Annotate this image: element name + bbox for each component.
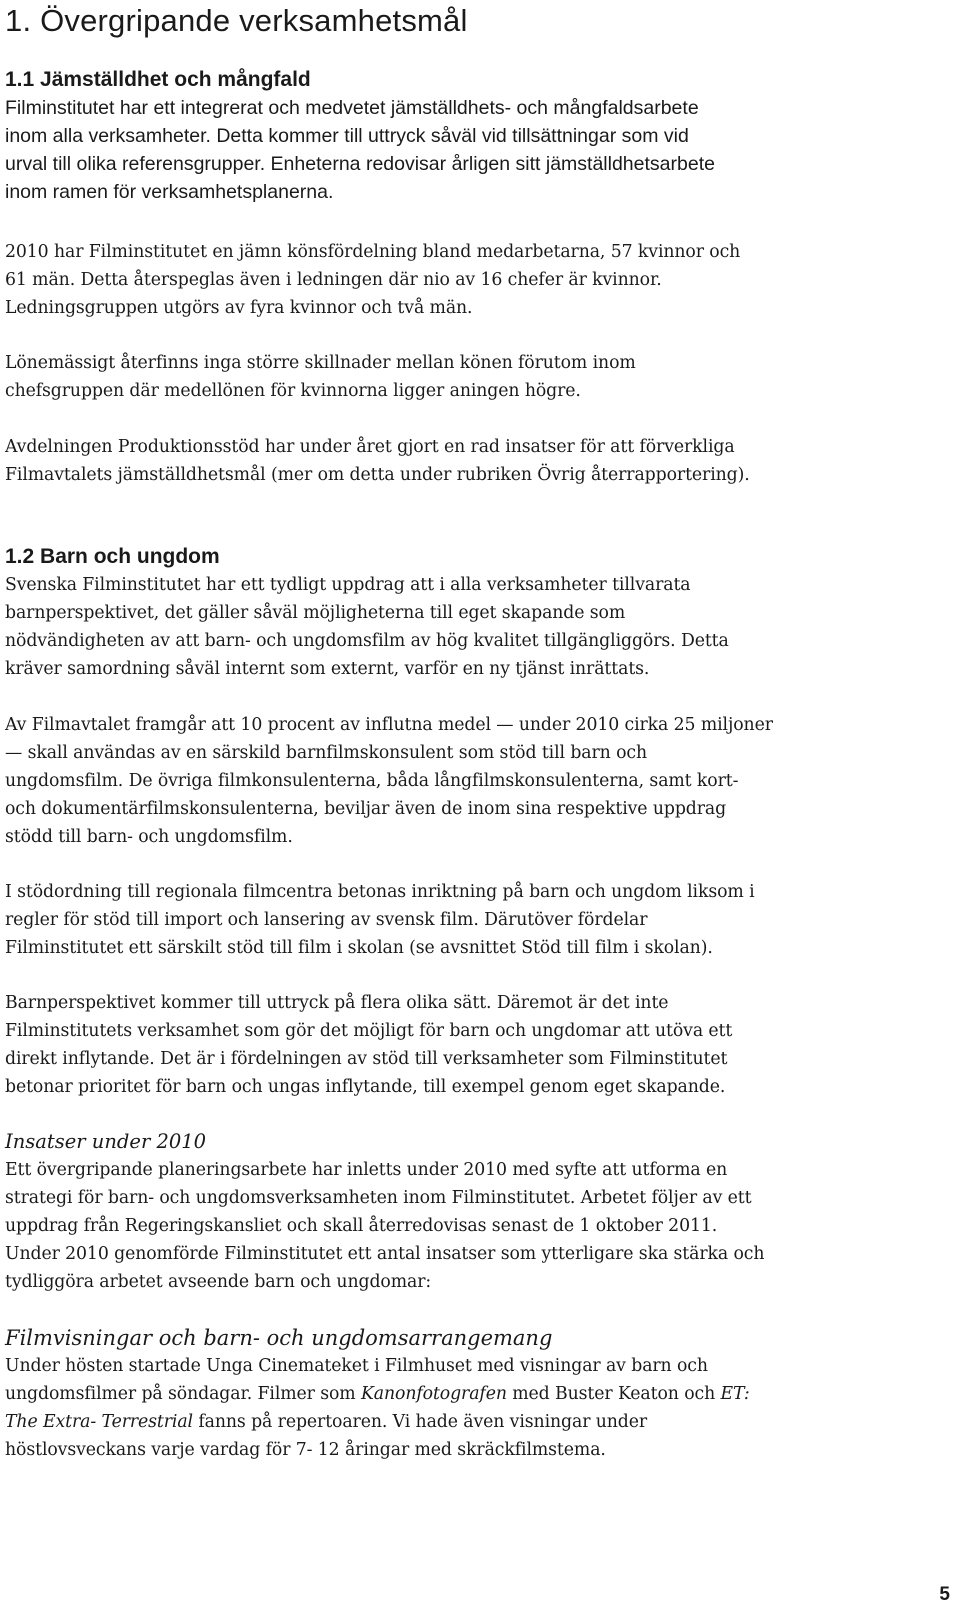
text-line: ungdomsfilm. De övriga filmkonsulenterna, båda långfilmskonsulenterna, samt kort-	[5, 771, 739, 791]
text-line: Ett övergripande planeringsarbete har inletts under 2010 med syfte att utforma en	[5, 1160, 728, 1180]
text-line: höstlovsveckans varje vardag för 7- 12 åringar med skräckfilmstema.	[5, 1440, 606, 1460]
subsection-heading: Filmvisningar och barn- och ungdomsarrangemang	[5, 1326, 553, 1350]
text-run: ungdomsfilmer på söndagar. Filmer som	[5, 1384, 361, 1404]
filmvisningar-section	[5, 1324, 905, 1464]
text-run: fanns på repertoaren. Vi hade även visningar under	[192, 1412, 648, 1432]
paragraph	[5, 711, 905, 851]
text-line: Avdelningen Produktionsstöd har under året gjort en rad insatser för att förverkliga	[5, 437, 735, 457]
text-line: Lönemässigt återfinns inga större skillnader mellan könen förutom inom	[5, 353, 636, 373]
paragraph	[5, 878, 905, 962]
paragraph	[5, 989, 905, 1101]
section-1-1	[5, 66, 905, 206]
paragraph	[5, 433, 905, 489]
text-line	[5, 1380, 905, 1408]
text-line: uppdrag från Regeringskansliet och skall återredovisas senast de 1 oktober 2011.	[5, 1216, 718, 1236]
text-line: kräver samordning såväl internt som externt, varför en ny tjänst inrättats.	[5, 659, 650, 679]
text-line: betonar prioritet för barn och ungas inflytande, till exempel genom eget skapande.	[5, 1077, 726, 1097]
text-line: Svenska Filminstitutet har ett tydligt uppdrag att i alla verksamheter tillvarata	[5, 575, 691, 595]
text-line: Under 2010 genomförde Filminstitutet ett antal insatser som ytterligare ska stärka och	[5, 1244, 765, 1264]
paragraph	[5, 571, 905, 683]
text-line: Filminstitutet ett särskilt stöd till film i skolan (se avsnittet Stöd till film i skolan).	[5, 938, 713, 958]
text-line: 61 män. Detta återspeglas även i ledningen där nio av 16 chefer är kvinnor.	[5, 270, 662, 290]
page-title: 1. Övergripande verksamhetsmål	[5, 3, 468, 38]
film-title: Kanonfotografen	[360, 1384, 507, 1404]
text-line: I stödordning till regionala filmcentra betonas inriktning på barn och ungdom liksom i	[5, 882, 755, 902]
text-line: Av Filmavtalet framgår att 10 procent av influtna medel — under 2010 cirka 25 miljoner	[5, 715, 773, 735]
text-line: chefsgruppen där medellönen för kvinnorna ligger aningen högre.	[5, 381, 581, 401]
text-line: barnperspektivet, det gäller såväl möjligheterna till eget skapande som	[5, 603, 626, 623]
text-run: med Buster Keaton och	[506, 1384, 721, 1404]
paragraph	[5, 94, 905, 206]
text-line: tydliggöra arbetet avseende barn och ungdomar:	[5, 1272, 432, 1292]
paragraph	[5, 349, 905, 405]
text-line: och dokumentärfilmskonsulenterna, beviljar även de inom sina respektive uppdrag	[5, 799, 727, 819]
paragraph	[5, 1156, 905, 1296]
paragraph	[5, 1352, 905, 1464]
insatser-section	[5, 1128, 905, 1296]
section-heading: 1.2 Barn och ungdom	[5, 545, 220, 568]
text-line: inom alla verksamheter. Detta kommer till uttryck såväl vid tillsättningar som vid	[5, 125, 689, 147]
text-line: direkt inflytande. Det är i fördelningen av stöd till verksamheter som Filminstitutet	[5, 1049, 728, 1069]
text-line: Barnperspektivet kommer till uttryck på flera olika sätt. Däremot är det inte	[5, 993, 669, 1013]
text-line: Ledningsgruppen utgörs av fyra kvinnor och två män.	[5, 298, 473, 318]
text-line: nödvändigheten av att barn- och ungdomsfilm av hög kvalitet tillgängliggörs. Detta	[5, 631, 729, 651]
text-line: Under hösten startade Unga Cinemateket i Filmhuset med visningar av barn och	[5, 1356, 708, 1376]
film-title: ET:	[720, 1384, 750, 1404]
text-line: Filmavtalets jämställdhetsmål (mer om detta under rubriken Övrig återrapportering).	[5, 465, 750, 485]
page-number: 5	[939, 1584, 950, 1605]
text-line: regler för stöd till import och lansering av svensk film. Därutöver fördelar	[5, 910, 648, 930]
section-1-2	[5, 543, 905, 683]
text-line: inom ramen för verksamhetsplanerna.	[5, 181, 334, 203]
text-line: Filminstitutet har ett integrerat och medvetet jämställdhets- och mångfaldsarbete	[5, 97, 699, 119]
section-heading: 1.1 Jämställdhet och mångfald	[5, 68, 311, 91]
paragraph	[5, 238, 905, 322]
text-line: — skall användas av en särskild barnfilmskonsulent som stöd till barn och	[5, 743, 648, 763]
text-line: urval till olika referensgrupper. Enheterna redovisar årligen sitt jämställdhetsarbete	[5, 153, 715, 175]
text-line: stödd till barn- och ungdomsfilm.	[5, 827, 293, 847]
film-title: The Extra- Terrestrial	[5, 1412, 193, 1432]
text-line	[5, 1408, 905, 1436]
text-line: 2010 har Filminstitutet en jämn könsfördelning bland medarbetarna, 57 kvinnor och	[5, 242, 741, 262]
text-line: strategi för barn- och ungdomsverksamheten inom Filminstitutet. Arbetet följer av ett	[5, 1188, 752, 1208]
text-line: Filminstitutets verksamhet som gör det möjligt för barn och ungdomar att utöva ett	[5, 1021, 733, 1041]
subsection-heading: Insatser under 2010	[5, 1130, 207, 1153]
